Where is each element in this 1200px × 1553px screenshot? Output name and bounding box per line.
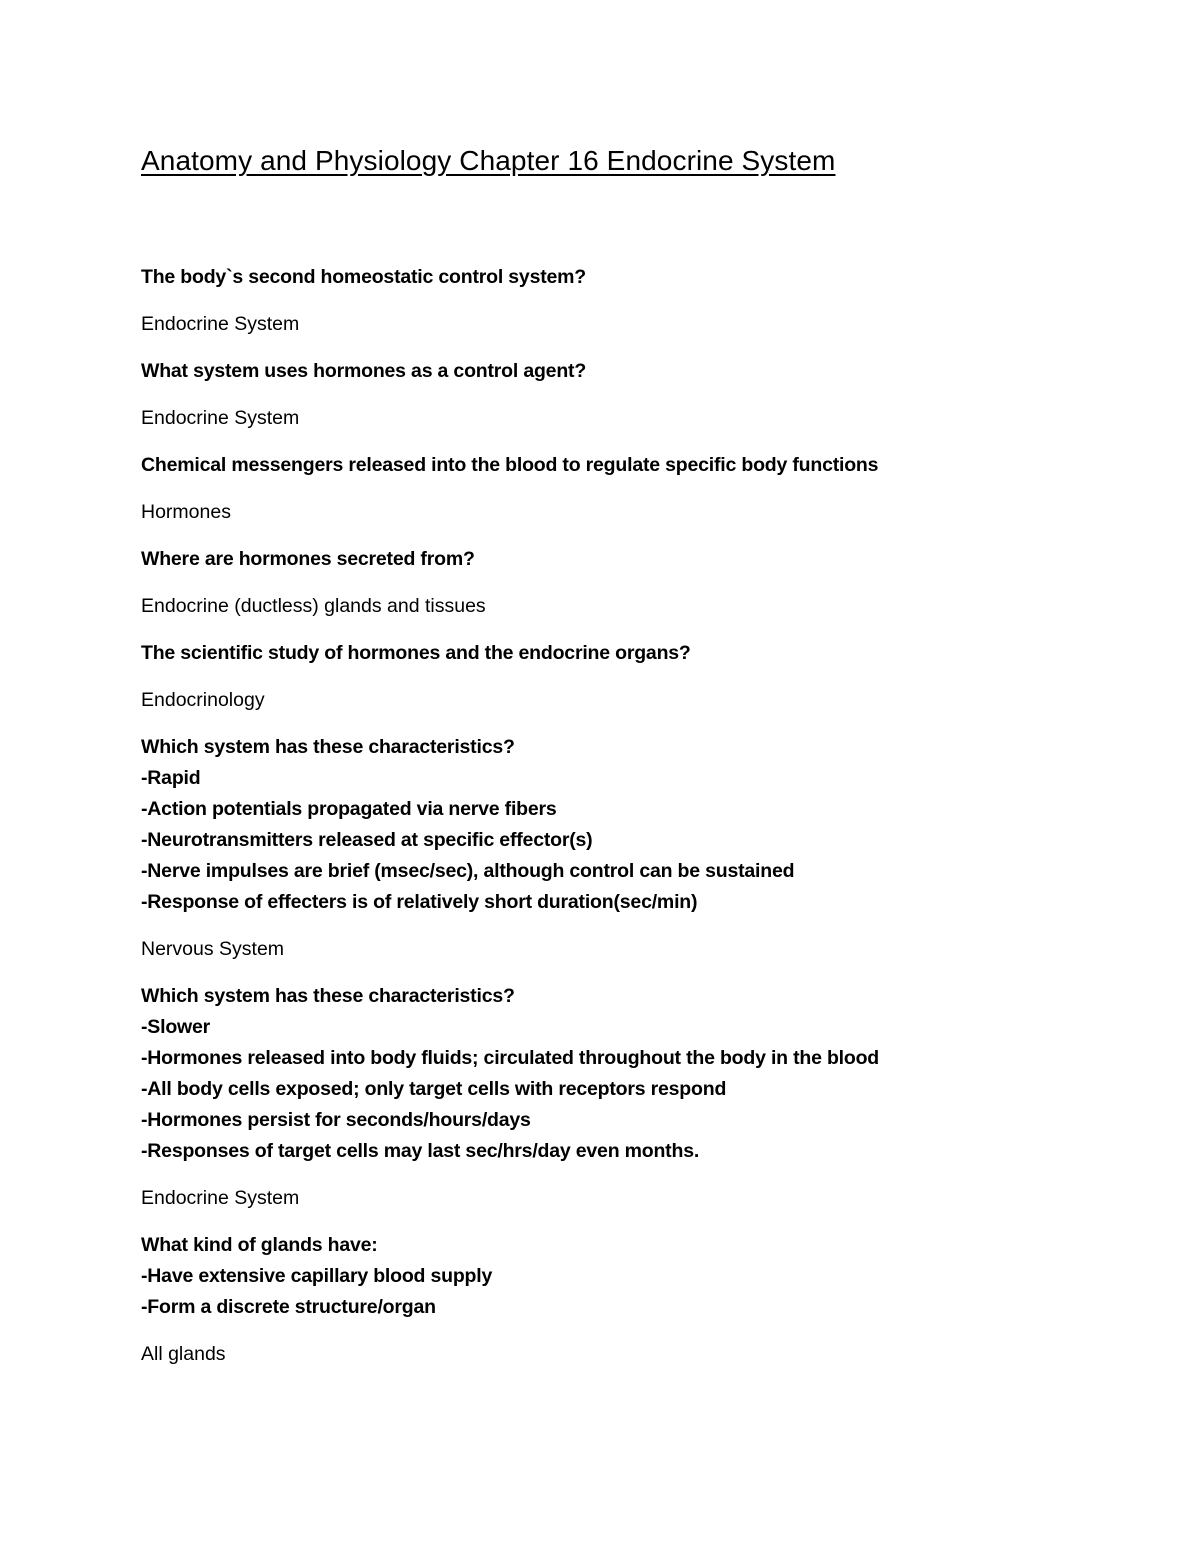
question-bullet: -Nerve impulses are brief (msec/sec), although control can be sustained xyxy=(141,860,795,882)
question-bullet: -Slower xyxy=(141,1016,211,1038)
question-text: Which system has these characteristics? xyxy=(141,985,515,1007)
question-text: The scientific study of hormones and the endocrine organs? xyxy=(141,642,691,664)
question-block xyxy=(141,732,1081,918)
question-block xyxy=(141,1230,1081,1323)
question-bullet: -Rapid xyxy=(141,767,201,789)
answer-text: Nervous System xyxy=(141,938,285,960)
answer-text: Endocrine System xyxy=(141,313,300,335)
question-text: The body`s second homeostatic control system? xyxy=(141,266,587,288)
answer-text: Endocrine (ductless) glands and tissues xyxy=(141,595,486,617)
question-bullet: -Response of effecters is of relatively short duration(sec/min) xyxy=(141,891,698,913)
question-bullet: -Action potentials propagated via nerve fibers xyxy=(141,798,557,820)
answer-text: All glands xyxy=(141,1343,226,1365)
question-bullet: -All body cells exposed; only target cells with receptors respond xyxy=(141,1078,727,1100)
question-bullet: -Neurotransmitters released at specific effector(s) xyxy=(141,829,593,851)
question-block xyxy=(141,981,1081,1167)
qa-list xyxy=(141,262,1081,1386)
answer-text: Endocrine System xyxy=(141,407,300,429)
question-block xyxy=(141,262,1081,293)
question-bullet: -Hormones released into body fluids; circulated throughout the body in the blood xyxy=(141,1047,880,1069)
question-block xyxy=(141,450,1081,481)
answer-text: Endocrinology xyxy=(141,689,265,711)
answer-text: Endocrine System xyxy=(141,1187,300,1209)
question-text: Where are hormones secreted from? xyxy=(141,548,475,570)
question-block xyxy=(141,356,1081,387)
question-block xyxy=(141,638,1081,669)
question-text: Which system has these characteristics? xyxy=(141,736,515,758)
question-text: Chemical messengers released into the blood to regulate specific body functions xyxy=(141,454,879,476)
question-bullet: -Hormones persist for seconds/hours/days xyxy=(141,1109,531,1131)
question-bullet: -Have extensive capillary blood supply xyxy=(141,1265,493,1287)
question-text: What kind of glands have: xyxy=(141,1234,378,1256)
answer-text: Hormones xyxy=(141,501,231,523)
question-block xyxy=(141,544,1081,575)
question-text: What system uses hormones as a control agent? xyxy=(141,360,587,382)
question-bullet: -Responses of target cells may last sec/hrs/day even months. xyxy=(141,1140,700,1162)
question-bullet: -Form a discrete structure/organ xyxy=(141,1296,436,1318)
document-title: Anatomy and Physiology Chapter 16 Endocrine System xyxy=(141,145,836,176)
